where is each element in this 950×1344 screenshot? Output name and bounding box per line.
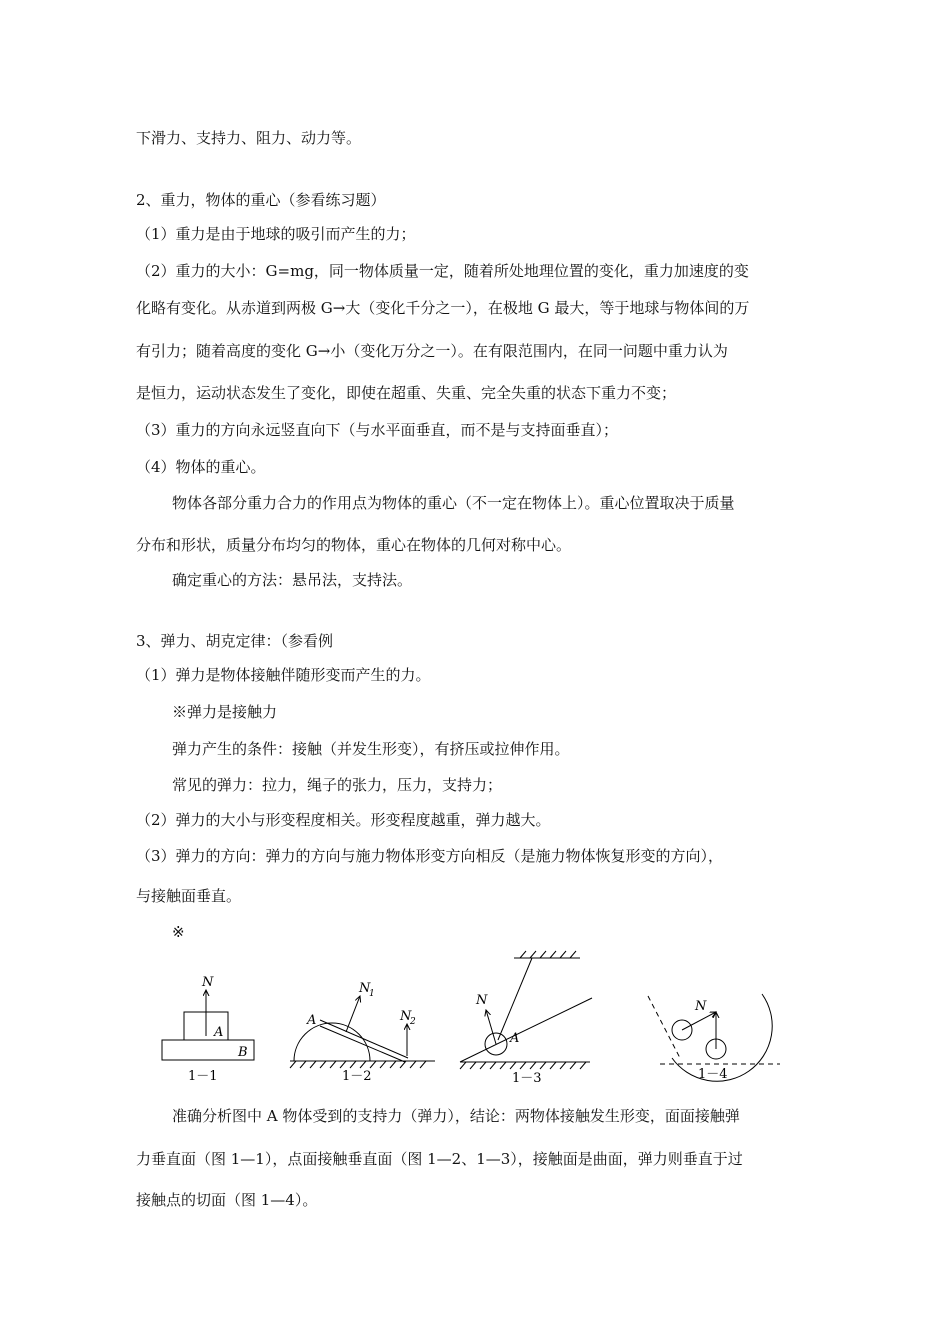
- figure-1-4: [648, 994, 780, 1082]
- caption-1-3: 1－3: [512, 1071, 542, 1086]
- label-n2: N: [400, 1009, 412, 1024]
- text-line: （2）弹力的大小与形变程度相关。形变程度越重，弹力越大。: [136, 811, 551, 829]
- normal-force-arrow-1: [346, 996, 360, 1032]
- caption-1-4: 1－4: [698, 1067, 728, 1082]
- caption-1-2: 1－2: [342, 1069, 372, 1084]
- text-line: 力垂直面（图 1—1），点面接触垂直面（图 1—2、1—3），接触面是曲面，弹力则垂直于过: [136, 1150, 743, 1168]
- text-line: （1）弹力是物体接触伴随形变而产生的力。: [136, 666, 431, 684]
- force-diagrams: [150, 948, 790, 1098]
- figure-1-3: [460, 951, 592, 1086]
- label-a: A: [214, 1025, 224, 1040]
- text-line: （4）物体的重心。: [136, 458, 266, 476]
- text-line: 确定重心的方法：悬吊法，支持法。: [172, 571, 413, 589]
- text-line: （3）重力的方向永远竖直向下（与水平面垂直，而不是与支持面垂直）；: [136, 421, 619, 439]
- text-line: 准确分析图中 A 物体受到的支持力（弹力），结论：两物体接触发生形变，面面接触弹: [172, 1107, 740, 1125]
- text-line: 与接触面垂直。: [136, 887, 242, 905]
- text-line: ※: [172, 923, 185, 941]
- text-line: 是恒力，运动状态发生了变化，即使在超重、失重、完全失重的状态下重力不变；: [136, 384, 677, 402]
- label-n1-sub: 1: [369, 989, 375, 999]
- label-a: A: [307, 1013, 317, 1028]
- label-n2-sub: 2: [410, 1017, 416, 1027]
- caption-1-1: 1－1: [188, 1069, 218, 1084]
- text-line: （1）重力是由于地球的吸引而产生的力；: [136, 225, 416, 243]
- text-line: 接触点的切面（图 1—4）。: [136, 1191, 318, 1209]
- text-line: （2）重力的大小：G=mg，同一物体质量一定，随着所处地理位置的变化，重力加速度的变: [136, 262, 749, 280]
- figure-1-2: [290, 981, 435, 1084]
- text-line: 分布和形状，质量分布均匀的物体，重心在物体的几何对称中心。: [136, 536, 572, 554]
- rod-edge: [320, 1026, 405, 1062]
- text-line: 常见的弹力：拉力，绳子的张力，压力，支持力；: [172, 776, 503, 794]
- text-line: 化略有变化。从赤道到两极 G→大（变化千分之一），在极地 G 最大，等于地球与物体间的万: [136, 299, 750, 317]
- figure-group: [150, 948, 790, 1098]
- label-b: B: [238, 1045, 248, 1060]
- label-n: N: [695, 999, 707, 1014]
- label-a: A: [510, 1031, 520, 1046]
- section-heading: 3、弹力、胡克定律：（参看例: [136, 632, 334, 650]
- label-n: N: [476, 993, 488, 1008]
- text-line: 弹力产生的条件：接触（并发生形变），有挤压或拉伸作用。: [172, 740, 570, 758]
- text-line: ※弹力是接触力: [172, 703, 278, 721]
- figure-1-1: [162, 975, 254, 1084]
- section-heading: 2、重力，物体的重心（参看练习题）: [136, 191, 386, 209]
- tangent-line: [648, 996, 680, 1058]
- text-line: 下滑力、支持力、阻力、动力等。: [136, 129, 362, 147]
- label-n: N: [202, 975, 214, 990]
- rope: [498, 958, 532, 1040]
- label-n1: N: [359, 981, 371, 996]
- text-line: （3）弹力的方向：弹力的方向与施力物体形变方向相反（是施力物体恢复形变的方向），: [136, 847, 724, 865]
- text-line: 有引力；随着高度的变化 G→小（变化万分之一）。在有限范围内，在同一问题中重力认为: [136, 342, 728, 360]
- text-line: 物体各部分重力合力的作用点为物体的重心（不一定在物体上）。重心位置取决于质量: [172, 494, 735, 512]
- rod-edge: [320, 1020, 408, 1058]
- normal-force-arrow: [486, 1010, 496, 1044]
